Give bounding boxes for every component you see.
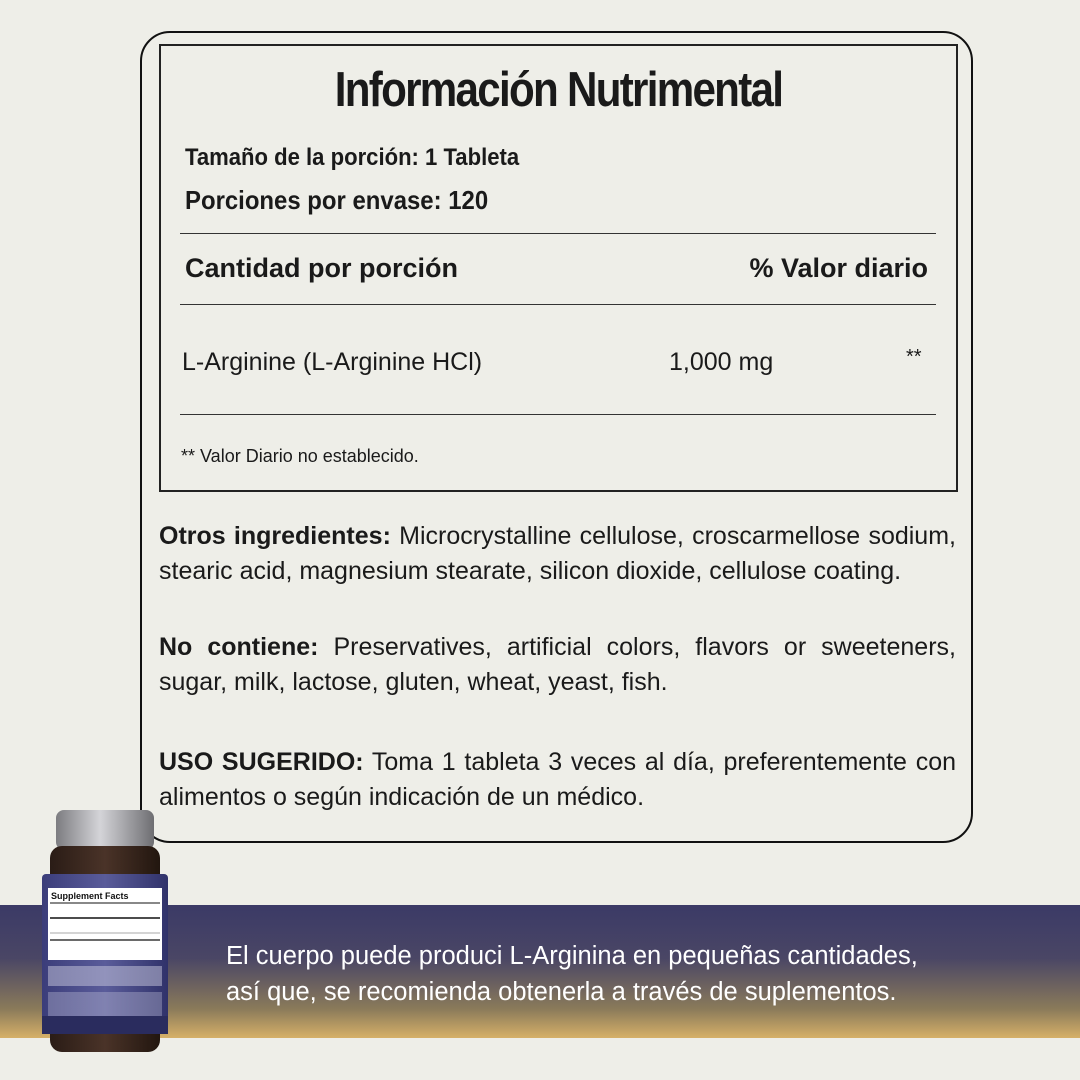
footnote: ** Valor Diario no establecido. bbox=[181, 446, 419, 466]
servings-per-container: Porciones por envase: 120 bbox=[185, 185, 489, 215]
other-ingredients-text: Microcrystalline cellulose, croscarmellose sodium, stearic acid, magnesium stearate, silicon dioxide, cellulose coating. bbox=[159, 522, 956, 585]
bottle-label-title: Supplement Facts bbox=[51, 891, 129, 901]
suggested-use-label: USO SUGERIDO: bbox=[159, 748, 364, 776]
other-ingredients-label: Otros ingredientes: bbox=[159, 522, 391, 550]
free-of bbox=[159, 630, 956, 700]
serving-size: Tamaño de la porción: 1 Tableta bbox=[185, 144, 520, 171]
other-ingredients bbox=[159, 519, 956, 589]
banner-line-2: así que, se recomienda obtenerla a través de suplementos. bbox=[226, 978, 897, 1006]
divider bbox=[180, 233, 936, 234]
nutrient-amount: 1,000 mg bbox=[669, 348, 774, 376]
supplement-bottle-image bbox=[38, 808, 172, 1058]
amount-per-serving-header: Cantidad por porción bbox=[185, 253, 458, 283]
suggested-use-text: Toma 1 tableta 3 veces al día, preferentemente con alimentos o según indicación de un médico. bbox=[159, 748, 957, 811]
suggested-use bbox=[159, 745, 956, 815]
divider bbox=[180, 304, 936, 305]
free-of-label: No contiene: bbox=[159, 633, 319, 661]
banner-line-1: El cuerpo puede produci L-Arginina en pequeñas cantidades, bbox=[226, 942, 918, 970]
nutrient-name: L-Arginine (L-Arginine HCl) bbox=[182, 348, 483, 376]
nutrient-daily-value: ** bbox=[906, 346, 922, 368]
facts-title: Información Nutrimental bbox=[334, 63, 783, 117]
free-of-text: Preservatives, artificial colors, flavors or sweeteners, sugar, milk, lactose, gluten, wheat, yeast, fish. bbox=[159, 633, 956, 696]
divider bbox=[180, 414, 936, 415]
daily-value-header: % Valor diario bbox=[749, 253, 928, 283]
banner-text bbox=[226, 938, 1026, 1010]
